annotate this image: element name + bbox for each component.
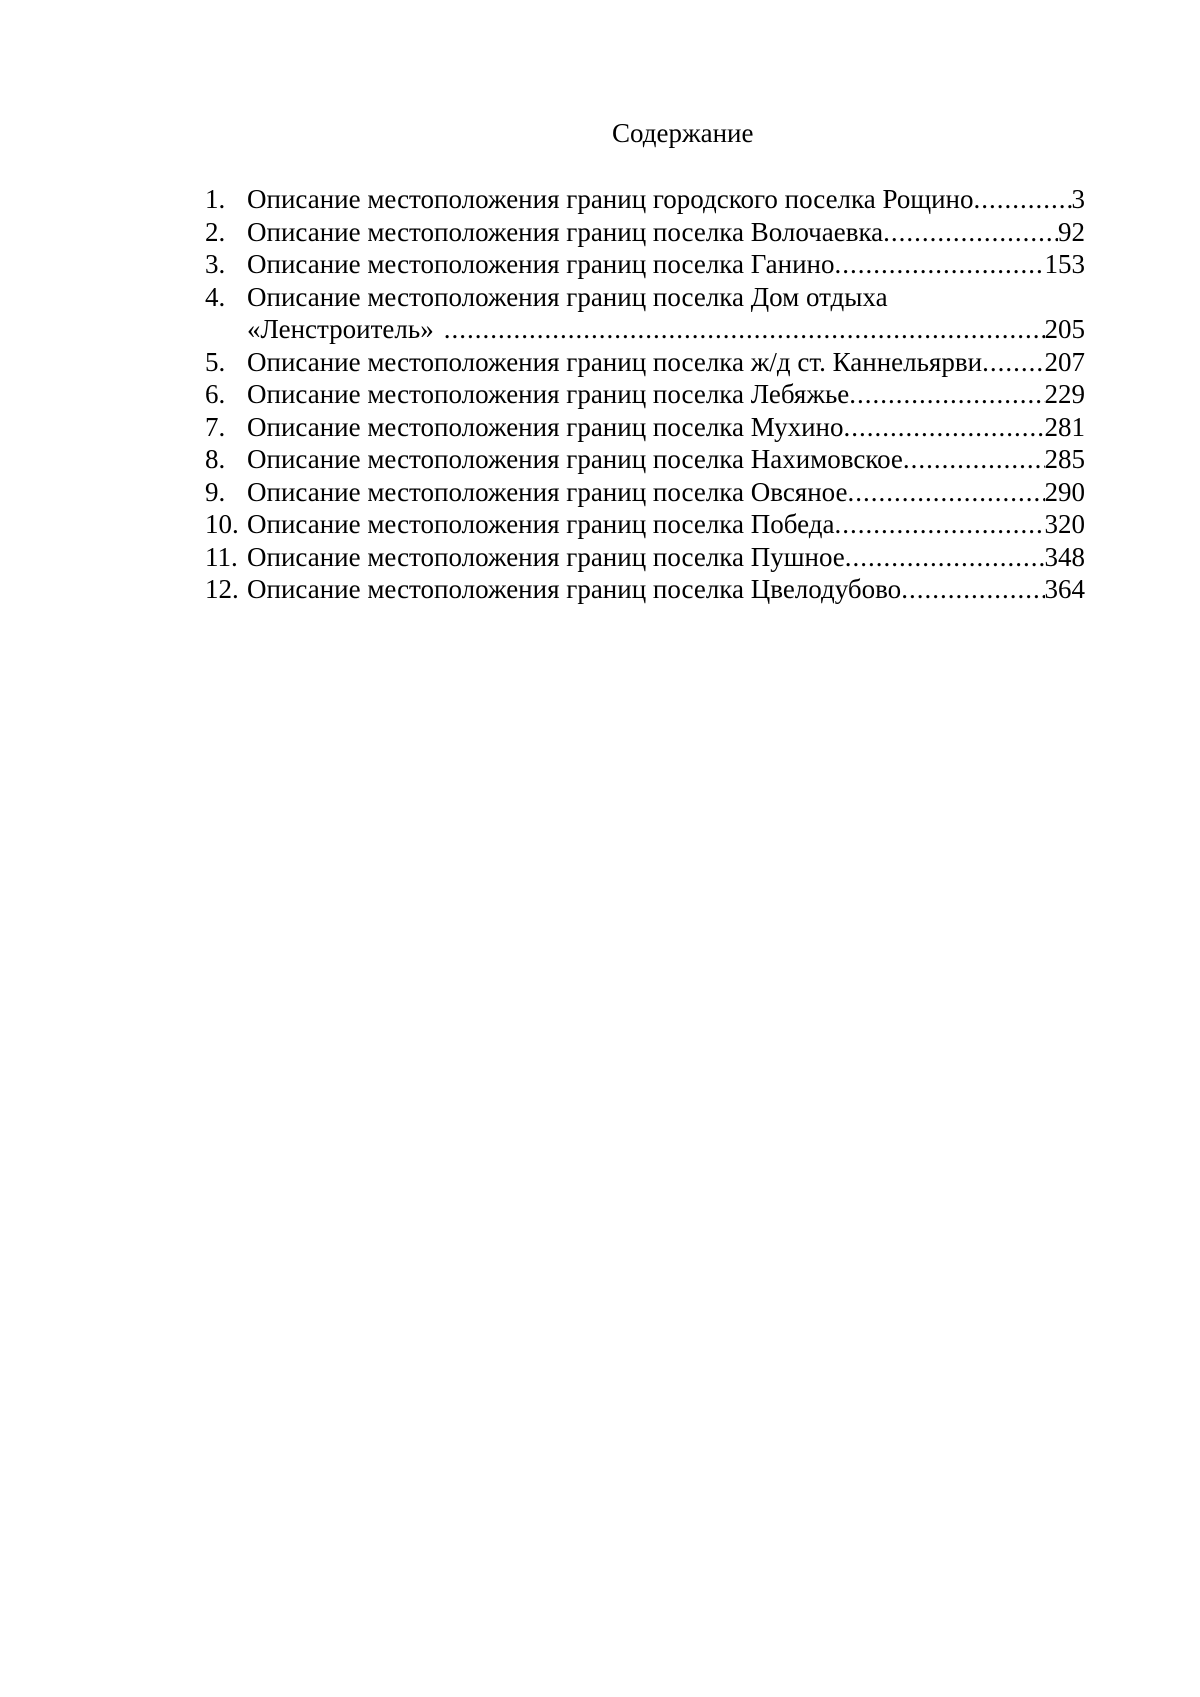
toc-item-3[interactable] — [205, 248, 1085, 281]
toc-item-number: 2. — [205, 216, 226, 247]
toc-item-text: Описание местоположения границ городского поселка Рощино — [247, 184, 974, 214]
toc-item-page: 205 — [1044, 314, 1085, 344]
toc-item-8[interactable] — [205, 443, 1085, 476]
toc-list — [205, 183, 1085, 606]
toc-item-number: 10. — [205, 509, 239, 539]
toc-item-number: 1. — [205, 184, 226, 214]
toc-item-page: 364 — [1044, 574, 1085, 604]
toc-item-1[interactable] — [205, 183, 1085, 216]
toc-item-5[interactable] — [205, 346, 1085, 379]
toc-item-page: 3 — [1071, 184, 1085, 214]
toc-leader-dots — [845, 541, 1045, 574]
toc-title: Содержание — [612, 118, 754, 148]
toc-item-9[interactable] — [205, 476, 1085, 509]
toc-item-number: 11. — [205, 541, 238, 572]
toc-leader-dots — [883, 216, 1058, 249]
toc-leader-dots — [834, 508, 1044, 541]
toc-item-text: Описание местоположения границ поселка ж/д ст. Каннельярви — [247, 346, 983, 377]
toc-leader-dots — [843, 411, 1044, 444]
toc-item-text: Описание местоположения границ поселка Овсяное — [247, 476, 848, 507]
toc-item-12[interactable] — [205, 573, 1085, 606]
toc-item-page: 153 — [1044, 249, 1085, 279]
toc-item-text: Описание местоположения границ поселка Мухино — [247, 411, 844, 442]
toc-item-page: 229 — [1044, 379, 1085, 409]
toc-item-page: 281 — [1044, 411, 1085, 442]
toc-leader-dots — [982, 346, 1044, 379]
toc-item-text: Описание местоположения границ поселка Лебяжье — [247, 379, 850, 409]
toc-item-text-continued: «Ленстроитель» — [247, 314, 434, 344]
toc-item-number: 12. — [205, 574, 239, 604]
toc-item-number: 8. — [205, 444, 226, 474]
toc-item-number: 9. — [205, 476, 226, 507]
toc-item-page: 285 — [1044, 444, 1085, 474]
toc-leader-dots — [848, 476, 1045, 509]
toc-item-page: 348 — [1044, 541, 1085, 572]
toc-leader-dots — [974, 183, 1072, 216]
toc-item-page: 290 — [1044, 476, 1085, 507]
toc-item-number: 3. — [205, 249, 226, 279]
toc-item-text: Описание местоположения границ поселка Ганино — [247, 249, 835, 279]
toc-item-text: Описание местоположения границ поселка Победа — [247, 509, 835, 539]
toc-item-7[interactable] — [205, 411, 1085, 444]
toc-item-number: 7. — [205, 411, 226, 442]
toc-item-page: 320 — [1044, 509, 1085, 539]
toc-item-page: 207 — [1044, 346, 1085, 377]
toc-item-4[interactable] — [205, 281, 1085, 346]
toc-leader-dots — [901, 573, 1044, 606]
toc-item-text: Описание местоположения границ поселка Нахимовское — [247, 444, 903, 474]
toc-leader-dots — [434, 313, 1045, 346]
toc-item-page: 92 — [1058, 216, 1085, 247]
toc-leader-dots — [849, 378, 1044, 411]
toc-item-6[interactable] — [205, 378, 1085, 411]
toc-leader-dots — [835, 248, 1045, 281]
toc-item-number: 5. — [205, 346, 226, 377]
toc-item-10[interactable] — [205, 508, 1085, 541]
toc-leader-dots — [903, 443, 1045, 476]
toc-item-text: Описание местоположения границ поселка Пушное — [247, 541, 845, 572]
toc-item-text: Описание местоположения границ поселка Цвелодубово — [247, 574, 902, 604]
toc-item-number: 6. — [205, 379, 226, 409]
toc-item-11[interactable] — [205, 541, 1085, 574]
toc-item-text: Описание местоположения границ поселка Волочаевка — [247, 216, 884, 247]
toc-item-2[interactable] — [205, 216, 1085, 249]
toc-item-number: 4. — [205, 281, 226, 312]
toc-item-text: Описание местоположения границ поселка Дом отдыха — [247, 281, 888, 312]
